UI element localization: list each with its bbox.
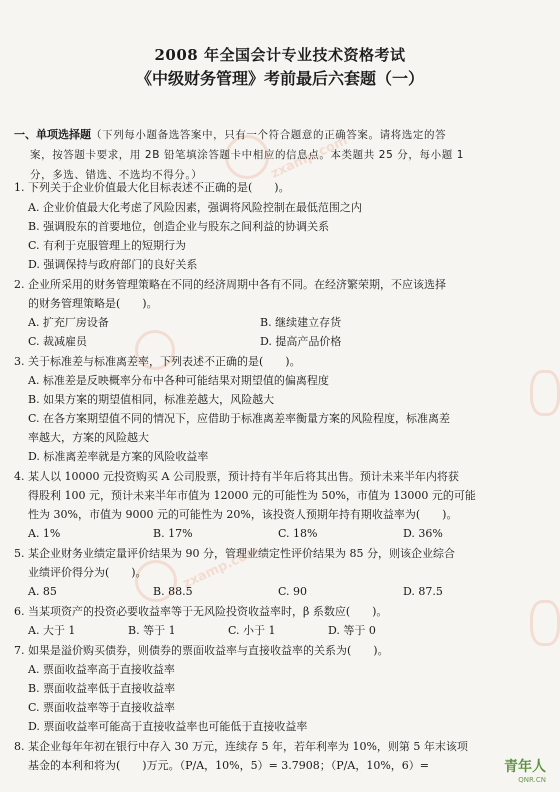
option-row-5 bbox=[28, 582, 548, 601]
instruction-line: （下列每小题备选答案中，只有一个符合题意的正确答案。请将选定的答 bbox=[91, 129, 447, 141]
watermark-text: zxamp.com bbox=[268, 133, 350, 182]
option-4b: B. 17% bbox=[153, 527, 193, 540]
option-3b: B. 如果方案的期望值相同，标准差越大，风险越大 bbox=[28, 393, 275, 406]
question-2: 2. 企业所采用的财务管理策略在不同的经济周期中各有不同。在经济繁荣期，不应该选择 bbox=[14, 278, 446, 291]
option-row-2 bbox=[28, 313, 548, 332]
question-8: 8. 某企业每年年初在银行中存入 30 万元，连续存 5 年，若年利率为 10%，则第 5 年末该项 bbox=[14, 740, 468, 753]
option-3c: C. 在各方案期望值不同的情况下，应借助于标准离差率衡量方案的风险程度，标准离差 bbox=[28, 412, 451, 425]
option-4d: D. 36% bbox=[403, 527, 443, 540]
option-row-4 bbox=[28, 524, 548, 543]
option-5a: A. 85 bbox=[28, 585, 57, 598]
option-3a: A. 标准差是反映概率分布中各种可能结果对期望值的偏离程度 bbox=[28, 374, 329, 387]
question-3: 3. 关于标准差与标准离差率，下列表述不正确的是( )。 bbox=[14, 355, 301, 368]
option-5b: B. 88.5 bbox=[153, 585, 193, 598]
section-heading: 一、单项选择题 bbox=[14, 128, 91, 141]
question-4: 4. 某人以 10000 元投资购买 A 公司股票，预计持有半年后将其出售。预计未来半年内将获 bbox=[14, 470, 459, 483]
option-1b: B. 强调股东的首要地位，创造企业与股东之间利益的协调关系 bbox=[28, 220, 330, 233]
question-5: 5. 某企业财务业绩定量评价结果为 90 分，管理业绩定性评价结果为 85 分，则该企业综合 bbox=[14, 547, 455, 560]
option-2d: D. 提高产品价格 bbox=[260, 335, 342, 348]
option-7c: C. 票面收益率等于直接收益率 bbox=[28, 701, 176, 714]
site-logo bbox=[504, 756, 546, 784]
option-6a: A. 大于 1 bbox=[28, 624, 76, 637]
question-4-cont: 性为 30%，市值为 9000 元的可能性为 20%，该投资人预期年持有期收益率为( )。 bbox=[28, 508, 458, 521]
instruction-line: 分，多选、错选、不选均不得分。） bbox=[30, 169, 203, 181]
option-5c: C. 90 bbox=[278, 585, 308, 598]
option-2b: B. 继续建立存货 bbox=[260, 316, 342, 329]
option-row-6 bbox=[28, 621, 548, 640]
option-row-2 bbox=[28, 332, 548, 351]
watermark-text: zxamp.com bbox=[180, 543, 262, 592]
option-4a: A. 1% bbox=[28, 527, 61, 540]
question-6: 6. 当某项资产的投资必要收益率等于无风险投资收益率时，β 系数应( )。 bbox=[14, 605, 388, 618]
option-7a: A. 票面收益率高于直接收益率 bbox=[28, 663, 175, 676]
document-subtitle: 《中级财务管理》考前最后六套题（一） bbox=[135, 69, 424, 88]
option-6c: C. 小于 1 bbox=[228, 624, 276, 637]
instruction-line: 案，按答题卡要求，用 2B 铅笔填涂答题卡中相应的信息点。本类题共 25 分，每小题 1 bbox=[30, 149, 465, 161]
document-title: 2008 年全国会计专业技术资格考试 bbox=[154, 46, 406, 64]
option-6b: B. 等于 1 bbox=[128, 624, 176, 637]
option-1c: C. 有利于克服管理上的短期行为 bbox=[28, 239, 187, 252]
option-5d: D. 87.5 bbox=[403, 585, 443, 598]
option-4c: C. 18% bbox=[278, 527, 318, 540]
option-2c: C. 裁减雇员 bbox=[28, 335, 88, 348]
question-5-cont: 业绩评价得分为( )。 bbox=[28, 566, 147, 579]
option-1a: A. 企业价值最大化考虑了风险因素，强调将风险控制在最低范围之内 bbox=[28, 201, 362, 214]
section-instructions bbox=[14, 125, 546, 185]
option-3c-cont: 率越大，方案的风险越大 bbox=[28, 431, 149, 444]
question-7: 7. 如果是溢价购买债券，则债券的票面收益率与直接收益率的关系为( )。 bbox=[14, 644, 389, 657]
option-7b: B. 票面收益率低于直接收益率 bbox=[28, 682, 176, 695]
option-6d: D. 等于 0 bbox=[328, 624, 376, 637]
option-3d: D. 标准离差率就是方案的风险收益率 bbox=[28, 450, 209, 463]
logo-text: 青年人 bbox=[504, 759, 546, 775]
option-1d: D. 强调保持与政府部门的良好关系 bbox=[28, 258, 198, 271]
logo-url: QNR.CN bbox=[518, 776, 546, 784]
option-7d: D. 票面收益率可能高于直接收益率也可能低于直接收益率 bbox=[28, 720, 308, 733]
question-1: 1. 下列关于企业价值最大化目标表述不正确的是( )。 bbox=[14, 181, 290, 194]
question-8-cont: 基金的本利和将为( )万元。（P/A，10%，5）= 3.7908；（P/A，10%，6）= bbox=[28, 759, 429, 772]
option-2a: A. 扩充厂房设备 bbox=[28, 316, 109, 329]
question-4-cont: 得股利 100 元，预计未来半年市值为 12000 元的可能性为 50%，市值为 13000 元的可能 bbox=[28, 489, 476, 502]
question-2-cont: 的财务管理策略是( )。 bbox=[28, 297, 158, 310]
